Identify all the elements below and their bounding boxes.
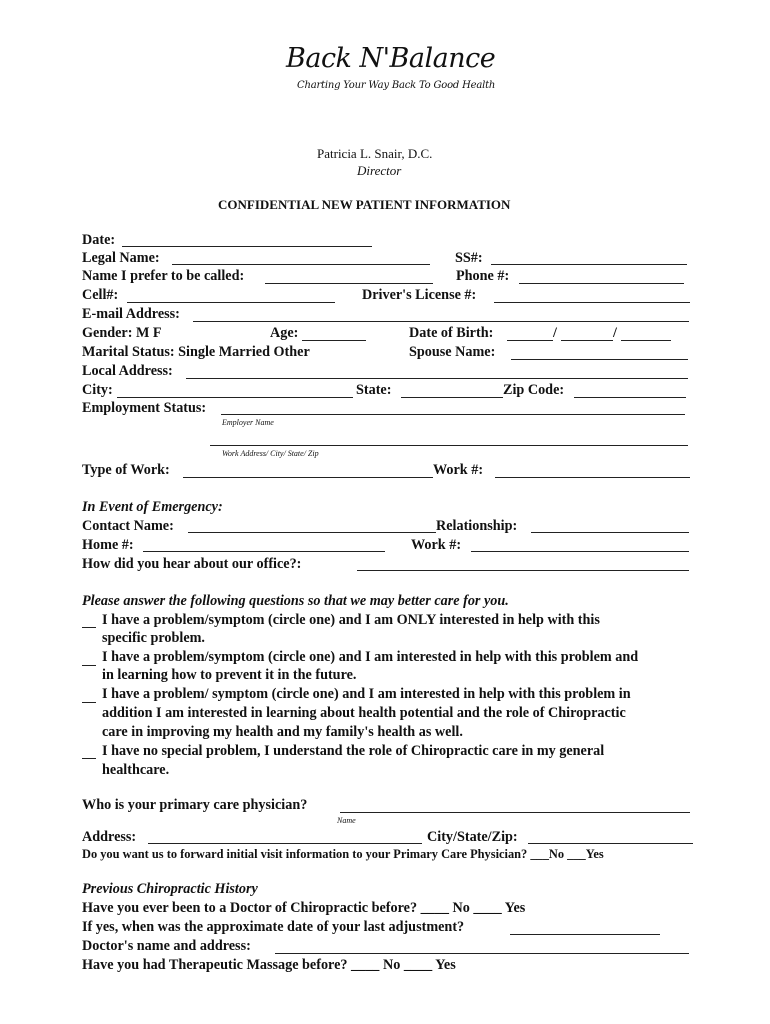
- q2-text: I have a problem/symptom (circle one) and I am interested in help with this problem and: [102, 649, 639, 665]
- physician-address-label: Address:: [82, 829, 137, 845]
- city-label: City:: [82, 382, 113, 398]
- physician-name-caption: Name: [337, 816, 356, 825]
- type-of-work-field[interactable]: [183, 477, 433, 478]
- local-address-label: Local Address:: [82, 363, 173, 379]
- physician-address-field[interactable]: [148, 843, 422, 844]
- doctor-role: Director: [357, 163, 402, 178]
- physician-name-field[interactable]: [340, 812, 690, 813]
- dob-slash: /: [613, 325, 617, 341]
- preferred-name-label: Name I prefer to be called:: [82, 268, 245, 284]
- q3-checkbox[interactable]: [82, 702, 96, 703]
- age-label: Age:: [270, 325, 299, 341]
- last-adjustment-field[interactable]: [510, 934, 660, 935]
- chiro-before-question: Have you ever been to a Doctor of Chiropractic before? ____ No ____ Yes: [82, 900, 526, 916]
- doctor-name-field[interactable]: [275, 953, 689, 954]
- q2-text: in learning how to prevent it in the future.: [102, 667, 357, 683]
- doctor-name-label: Doctor's name and address:: [82, 938, 251, 954]
- dob-month-field[interactable]: [507, 340, 553, 341]
- q4-text: healthcare.: [102, 762, 170, 778]
- spouse-name-label: Spouse Name:: [409, 344, 496, 360]
- q1-text: specific problem.: [102, 630, 205, 646]
- relationship-label: Relationship:: [436, 518, 518, 534]
- spouse-name-field[interactable]: [511, 359, 688, 360]
- dob-day-field[interactable]: [561, 340, 613, 341]
- legal-name-label: Legal Name:: [82, 250, 160, 266]
- work-address-caption: Work Address/ City/ State/ Zip: [222, 449, 319, 458]
- dob-slash: /: [553, 325, 557, 341]
- relationship-field[interactable]: [531, 532, 689, 533]
- logo-text: Back N'Balance: [286, 43, 496, 74]
- employer-name-caption: Employer Name: [222, 418, 274, 427]
- referral-field[interactable]: [357, 570, 689, 571]
- legal-name-field[interactable]: [172, 264, 430, 265]
- physician-label: Who is your primary care physician?: [82, 797, 308, 813]
- employment-status-label: Employment Status:: [82, 400, 207, 416]
- q3-text: care in improving my health and my family's health as well.: [102, 724, 463, 740]
- questions-intro: Please answer the following questions so that we may better care for you.: [82, 593, 509, 609]
- zip-label: Zip Code:: [503, 382, 565, 398]
- city-field[interactable]: [117, 397, 353, 398]
- home-number-field[interactable]: [143, 551, 385, 552]
- email-field[interactable]: [193, 321, 689, 322]
- state-label: State:: [356, 382, 392, 398]
- logo-tagline: Charting Your Way Back To Good Health: [297, 80, 496, 91]
- emergency-work-label: Work #:: [411, 537, 462, 553]
- date-field[interactable]: [122, 246, 372, 247]
- work-number-label: Work #:: [433, 462, 484, 478]
- drivers-license-label: Driver's License #:: [362, 287, 477, 303]
- cell-label: Cell#:: [82, 287, 119, 303]
- massage-question: Have you had Therapeutic Massage before? ____ No ____ Yes: [82, 957, 456, 973]
- q1-checkbox[interactable]: [82, 627, 96, 628]
- q4-checkbox[interactable]: [82, 758, 96, 759]
- date-label: Date:: [82, 232, 116, 248]
- q2-checkbox[interactable]: [82, 665, 96, 666]
- form-title: CONFIDENTIAL NEW PATIENT INFORMATION: [218, 197, 511, 212]
- q3-text: I have a problem/ symptom (circle one) and I am interested in help with this problem in: [102, 686, 631, 702]
- email-label: E-mail Address:: [82, 306, 180, 322]
- forward-info-question: Do you want us to forward initial visit information to your Primary Care Physician? ___No ___Yes: [82, 847, 604, 861]
- preferred-name-field[interactable]: [265, 283, 433, 284]
- last-adjustment-label: If yes, when was the approximate date of your last adjustment?: [82, 919, 465, 935]
- history-heading: Previous Chiropractic History: [82, 881, 258, 897]
- doctor-name: Patricia L. Snair, D.C.: [317, 146, 433, 161]
- type-of-work-label: Type of Work:: [82, 462, 170, 478]
- ssn-field[interactable]: [491, 264, 687, 265]
- work-address-field[interactable]: [210, 445, 688, 446]
- q4-text: I have no special problem, I understand the role of Chiropractic care in my general: [102, 743, 605, 759]
- contact-name-label: Contact Name:: [82, 518, 174, 534]
- phone-label: Phone #:: [456, 268, 510, 284]
- contact-name-field[interactable]: [188, 532, 436, 533]
- local-address-field[interactable]: [186, 378, 688, 379]
- emergency-heading: In Event of Emergency:: [82, 499, 223, 515]
- work-number-field[interactable]: [495, 477, 690, 478]
- q3-text: addition I am interested in learning about health potential and the role of Chiropractic: [102, 705, 626, 721]
- age-field[interactable]: [302, 340, 366, 341]
- emergency-work-field[interactable]: [471, 551, 689, 552]
- drivers-license-field[interactable]: [494, 302, 690, 303]
- home-number-label: Home #:: [82, 537, 134, 553]
- ssn-label: SS#:: [455, 250, 483, 266]
- q1-text: I have a problem/symptom (circle one) and I am ONLY interested in help with this: [102, 612, 600, 628]
- zip-field[interactable]: [574, 397, 686, 398]
- dob-label: Date of Birth:: [409, 325, 494, 341]
- referral-label: How did you hear about our office?:: [82, 556, 302, 572]
- marital-status-label: Marital Status: Single Married Other: [82, 344, 310, 360]
- cell-field[interactable]: [127, 302, 335, 303]
- employer-name-field[interactable]: [221, 414, 685, 415]
- phone-field[interactable]: [519, 283, 684, 284]
- state-field[interactable]: [401, 397, 503, 398]
- dob-year-field[interactable]: [621, 340, 671, 341]
- physician-city-field[interactable]: [528, 843, 693, 844]
- gender-label: Gender: M F: [82, 325, 162, 341]
- physician-city-label: City/State/Zip:: [427, 829, 518, 845]
